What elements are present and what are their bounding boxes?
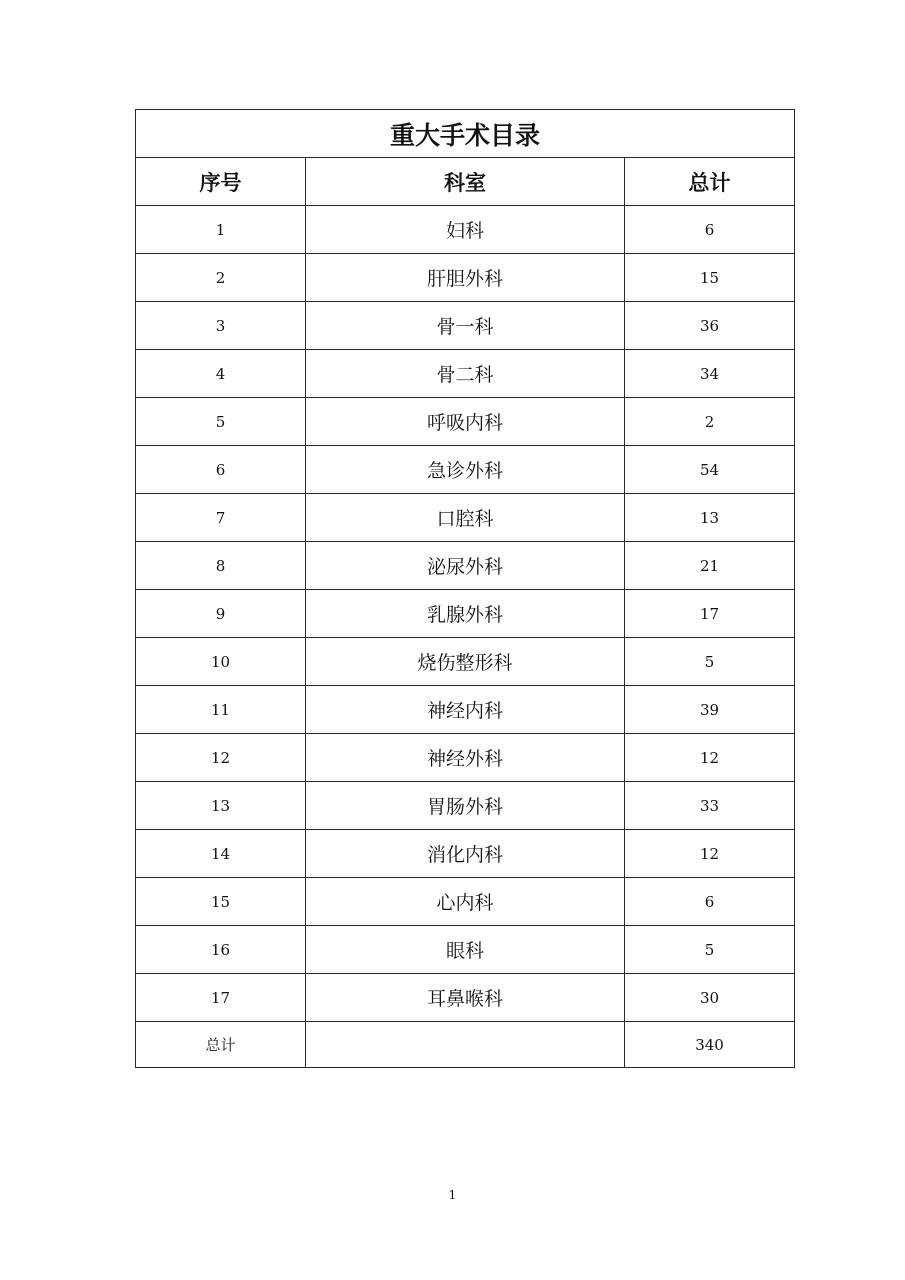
row-index: 9	[136, 590, 306, 638]
row-index: 17	[136, 974, 306, 1022]
row-total: 2	[625, 398, 795, 446]
row-department: 神经内科	[306, 686, 625, 734]
row-department: 肝胆外科	[306, 254, 625, 302]
row-department: 骨二科	[306, 350, 625, 398]
table-row	[136, 878, 795, 926]
row-index: 12	[136, 734, 306, 782]
row-total: 39	[625, 686, 795, 734]
row-department: 口腔科	[306, 494, 625, 542]
table-row	[136, 398, 795, 446]
table-row	[136, 254, 795, 302]
row-department: 心内科	[306, 878, 625, 926]
total-label: 总计	[136, 1022, 306, 1068]
row-department: 妇科	[306, 206, 625, 254]
row-department: 急诊外科	[306, 446, 625, 494]
row-index: 8	[136, 542, 306, 590]
row-total: 12	[625, 830, 795, 878]
table-row	[136, 734, 795, 782]
row-department: 胃肠外科	[306, 782, 625, 830]
header-total: 总计	[625, 158, 795, 206]
table-row	[136, 782, 795, 830]
row-department: 乳腺外科	[306, 590, 625, 638]
row-total: 6	[625, 206, 795, 254]
table-row	[136, 590, 795, 638]
table-row	[136, 302, 795, 350]
table-row	[136, 446, 795, 494]
table-row	[136, 542, 795, 590]
row-index: 3	[136, 302, 306, 350]
row-total: 12	[625, 734, 795, 782]
surgery-catalog-table	[135, 109, 795, 1068]
row-total: 6	[625, 878, 795, 926]
row-index: 16	[136, 926, 306, 974]
table-row	[136, 830, 795, 878]
row-department: 神经外科	[306, 734, 625, 782]
row-department: 耳鼻喉科	[306, 974, 625, 1022]
row-index: 13	[136, 782, 306, 830]
row-total: 5	[625, 638, 795, 686]
row-department: 消化内科	[306, 830, 625, 878]
table-row	[136, 686, 795, 734]
total-department	[306, 1022, 625, 1068]
row-department: 呼吸内科	[306, 398, 625, 446]
row-total: 17	[625, 590, 795, 638]
row-total: 30	[625, 974, 795, 1022]
row-index: 7	[136, 494, 306, 542]
row-total: 54	[625, 446, 795, 494]
row-index: 15	[136, 878, 306, 926]
header-index: 序号	[136, 158, 306, 206]
header-department: 科室	[306, 158, 625, 206]
row-index: 6	[136, 446, 306, 494]
row-index: 11	[136, 686, 306, 734]
table-row	[136, 206, 795, 254]
row-total: 13	[625, 494, 795, 542]
row-total: 5	[625, 926, 795, 974]
row-index: 1	[136, 206, 306, 254]
row-total: 36	[625, 302, 795, 350]
table-body	[136, 206, 795, 1022]
page-number: 1	[448, 1188, 457, 1202]
row-department: 泌尿外科	[306, 542, 625, 590]
row-department: 骨一科	[306, 302, 625, 350]
table-row	[136, 926, 795, 974]
row-index: 4	[136, 350, 306, 398]
row-department: 烧伤整形科	[306, 638, 625, 686]
row-total: 33	[625, 782, 795, 830]
table-row	[136, 974, 795, 1022]
grand-total-value: 340	[625, 1022, 795, 1068]
table-row	[136, 494, 795, 542]
table-row	[136, 350, 795, 398]
row-index: 10	[136, 638, 306, 686]
table-title: 重大手术目录	[136, 110, 795, 158]
row-total: 21	[625, 542, 795, 590]
row-total: 34	[625, 350, 795, 398]
row-index: 14	[136, 830, 306, 878]
table-total-row	[136, 1022, 795, 1068]
table-row	[136, 638, 795, 686]
row-total: 15	[625, 254, 795, 302]
row-index: 5	[136, 398, 306, 446]
row-department: 眼科	[306, 926, 625, 974]
row-index: 2	[136, 254, 306, 302]
table-header-row	[136, 158, 795, 206]
